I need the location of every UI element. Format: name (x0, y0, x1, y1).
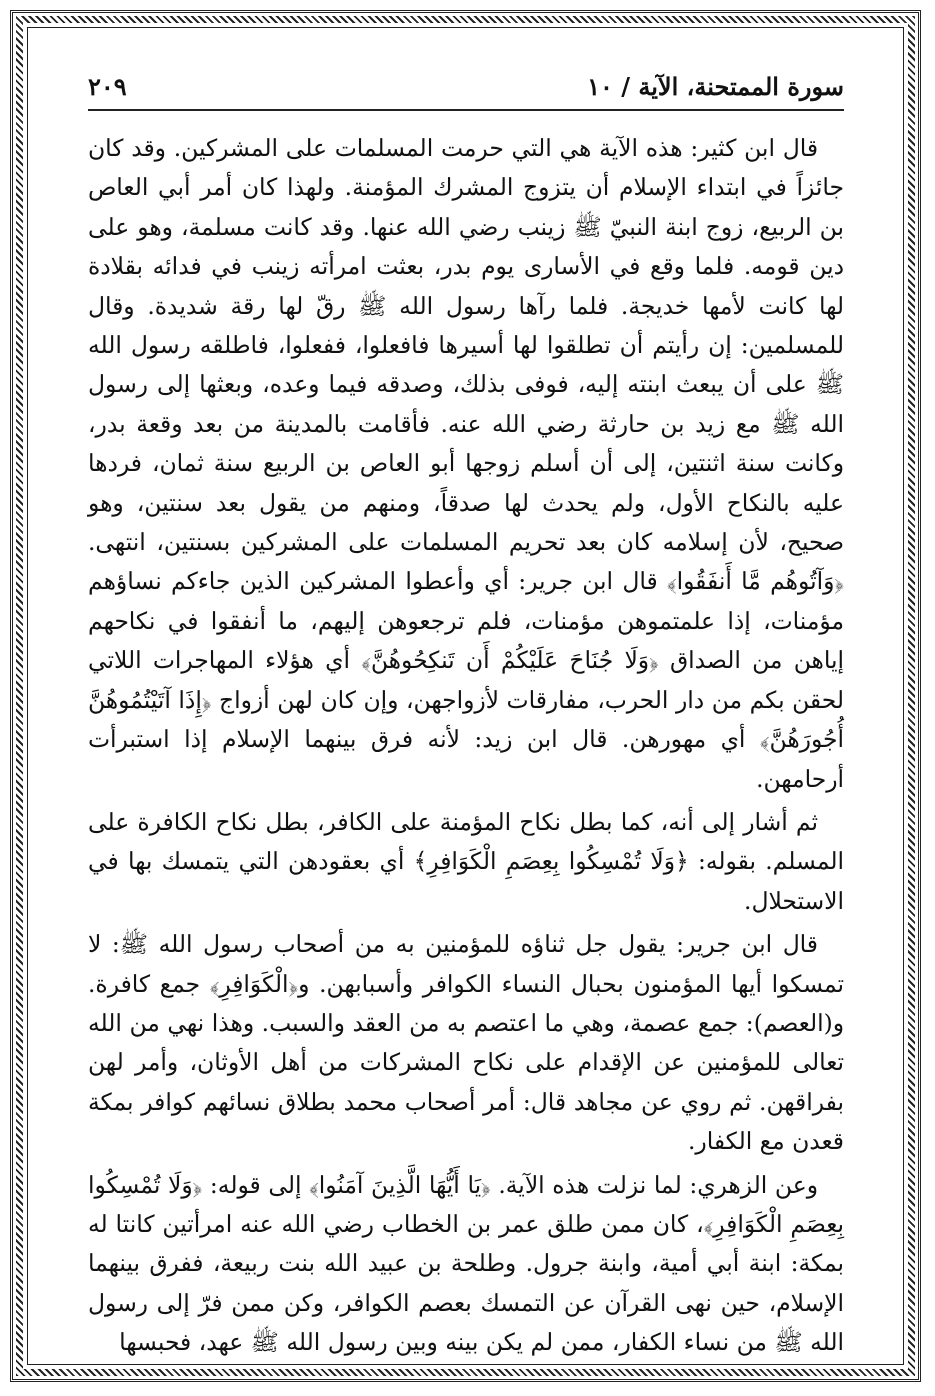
paragraph-ibn-jarir: قال ابن جرير: يقول جل ثناؤه للمؤمنين به من أصحاب رسول الله ﷺ: لا تمسكوا أيها المؤمنون بحبال النساء الكوافر وأسبابهن. و﴿الْكَوَافِرِ﴾ جمع كافرة. و(العصم): جمع عصمة، وهي ما اعتصم به من العقد والسبب. وهذا نهي من الله تعالى للمؤمنين عن الإقدام على نكاح المشركات من أهل الأوثان، وأمر لهن بفراقهن. ثم روي عن مجاهد قال: أمر أصحاب محمد بطلاق نسائهم كوافر بمكة قعدن مع الكفار. (88, 930, 844, 1156)
running-header (88, 72, 844, 111)
surah-title: سورة الممتحنة، الآية / ١٠ (587, 72, 844, 101)
page-content (88, 72, 844, 1357)
paragraph-ibn-kathir: قال ابن كثير: هذه الآية هي التي حرمت المسلمات على المشركين. وقد كان جائزاً في ابتداء الإسلام أن يتزوج المشرك المؤمنة. ولهذا كان أمر أبي العاص بن الربيع، زوج ابنة النبيّ ﷺ زينب رضي الله عنها. وقد كانت مسلمة، وهو على دين قومه. فلما وقع في الأسارى يوم بدر، بعثت امرأته زينب في فدائه بقلادة لها كانت لأمها خديجة. فلما رآها رسول الله ﷺ رقّ لها رقة شديدة. وقال للمسلمين: إن رأيتم أن تطلقوا لها أسيرها فافعلوا، ففعلوا، فاطلقه رسول الله ﷺ على أن يبعث ابنته إليه، فوفى بذلك، وصدقه فيما وعده، وبعثها إلى رسول الله ﷺ مع زيد بن حارثة رضي الله عنه. فأقامت بالمدينة من بعد وقعة بدر، وكانت سنة اثنتين، إلى أن أسلم زوجها أبو العاص بن الربيع سنة ثمان، فردها عليه بالنكاح الأول، ولم يحدث لها صدقاً، ومنهم من يقول بعد سنتين، وهو صحيح، لأن إسلامه كان بعد تحريم المسلمات على المشركين بسنتين، انتهى. ﴿وَآتُوهُم مَّا أَنفَقُوا﴾ قال ابن جرير: أي وأعطوا المشركين الذين جاءكم نساؤهم مؤمنات، إذا علمتموهن مؤمنات، فلم ترجعوهن إليهم، ما أنفقوا في نكاحهم إياهن من الصداق ﴿وَلَا جُنَاحَ عَلَيْكُمْ أَن تَنكِحُوهُنَّ﴾ أي هؤلاء المهاجرات اللاتي لحقن بكم من دار الحرب، مفارقات لأزواجهن، وإن كان لهن أزواج ﴿إِذَا آتَيْتُمُوهُنَّ أُجُورَهُنَّ﴾ أي مهورهن. قال ابن زيد: لأنه فرق بينهما الإسلام إذا استبرأت أرحامهن. (88, 134, 844, 793)
paragraph-zuhri: وعن الزهري: لما نزلت هذه الآية. ﴿يَا أَيُّهَا الَّذِينَ آمَنُوا﴾ إلى قوله: ﴿وَلَا تُمْسِكُوا بِعِصَمِ الْكَوَافِرِ﴾، كان ممن طلق عمر بن الخطاب رضي الله عنه امرأتين كانتا له بمكة: ابنة أبي أمية، وابنة جرول. وطلحة بن عبيد الله بنت ربيعة، ففرق بينهما الإسلام، حين نهى القرآن عن التمسك بعصم الكوافر، وكن ممن فرّ إلى رسول الله ﷺ من نساء الكفار، ممن لم يكن بينه وبين رسول الله ﷺ عهد، فحبسها (88, 1170, 844, 1357)
page-number: ٢٠٩ (88, 72, 127, 101)
paragraph-nullification: ثم أشار إلى أنه، كما بطل نكاح المؤمنة على الكافر، بطل نكاح الكافرة على المسلم. بقوله: ﴿وَلَا تُمْسِكُوا بِعِصَمِ الْكَوَافِرِ﴾ أي بعقودهن التي يتمسك بها في الاستحلال. (88, 807, 844, 915)
